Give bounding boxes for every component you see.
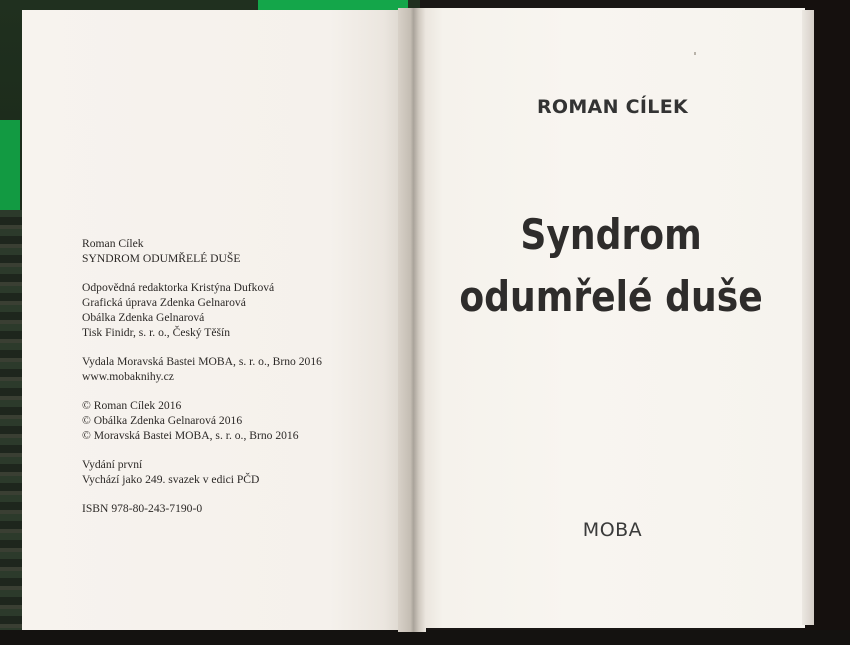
credit-editor: Odpovědná redaktorka Kristýna Dufková <box>82 281 275 294</box>
copyright-author: © Roman Cílek 2016 <box>82 399 182 412</box>
imprint-title: SYNDROM ODUMŘELÉ DUŠE <box>82 252 241 265</box>
publisher-line: Vydala Moravská Bastei MOBA, s. r. o., Brno 2016 <box>82 355 322 368</box>
imprint-publisher <box>82 354 382 384</box>
paper-speck <box>694 52 696 55</box>
book-title-line-1: Syndrom <box>520 210 702 259</box>
edition-series: Vychází jako 249. svazek v edici PČD <box>82 473 260 486</box>
publisher-logo-text: MOBA <box>582 519 643 541</box>
copyright-publisher: © Moravská Bastei MOBA, s. r. o., Brno 2016 <box>82 429 299 442</box>
imprint-title-block <box>82 236 382 266</box>
credit-graphics: Grafická úprava Zdenka Gelnarová <box>82 296 246 309</box>
imprint-edition <box>82 457 382 487</box>
title-page-author: ROMAN CÍLEK <box>536 96 689 118</box>
book-title-line-2: odumřelé duše <box>459 272 763 321</box>
publisher-website: www.mobaknihy.cz <box>82 370 174 383</box>
book-title <box>445 204 776 328</box>
cover-edge-texture <box>0 210 22 630</box>
imprint-text <box>82 236 382 530</box>
imprint-copyrights <box>82 398 382 443</box>
edition-first: Vydání první <box>82 458 143 471</box>
cover-green-strip-left <box>0 120 20 210</box>
copyright-cover: © Obálka Zdenka Gelnarová 2016 <box>82 414 243 427</box>
imprint-credits <box>82 280 382 340</box>
imprint-author: Roman Cílek <box>82 237 144 250</box>
credit-cover: Obálka Zdenka Gelnarová <box>82 311 205 324</box>
imprint-isbn-block <box>82 501 382 516</box>
book-cover-bottom <box>0 630 850 645</box>
isbn: ISBN 978-80-243-7190-0 <box>82 502 203 515</box>
credit-print: Tisk Finidr, s. r. o., Český Těšín <box>82 326 231 339</box>
